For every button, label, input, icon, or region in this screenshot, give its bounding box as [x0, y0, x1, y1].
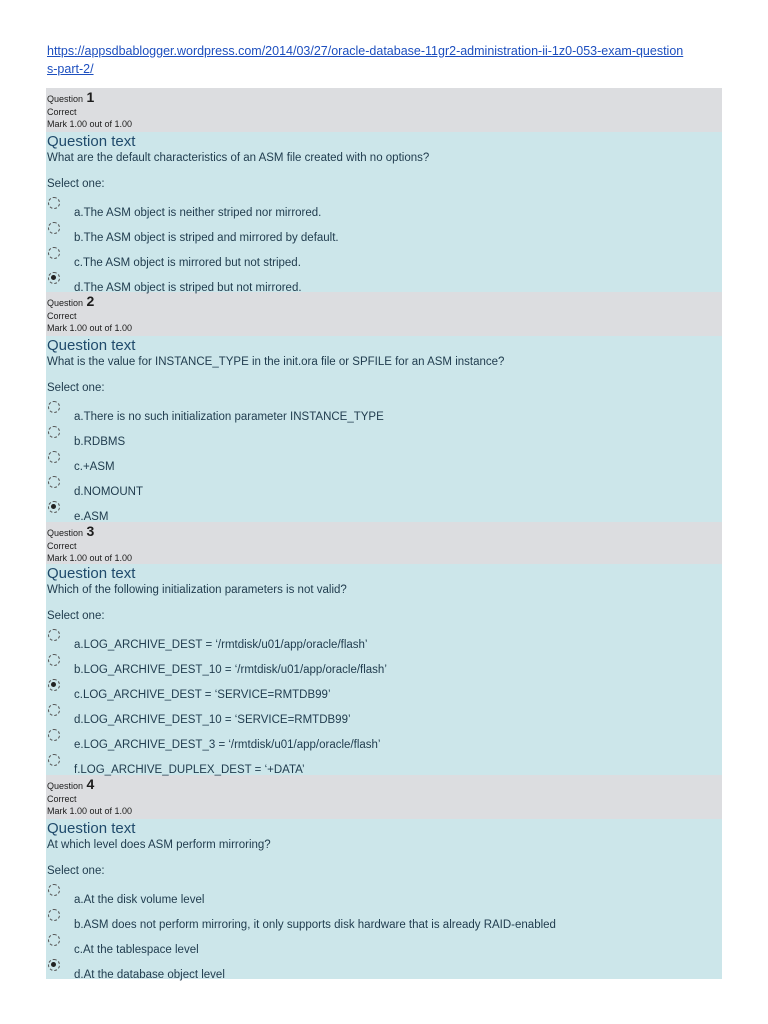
answer-option-label: b.RDBMS: [74, 436, 126, 448]
answer-option-label: e.LOG_ARCHIVE_DEST_3 = ‘/rmtdisk/u01/app/oracle/flash’: [74, 739, 381, 751]
radio-button-selected[interactable]: [48, 272, 60, 284]
question-text-heading: Question text: [47, 820, 136, 837]
question-status: Correct: [47, 794, 77, 804]
question-number: 3: [86, 523, 95, 539]
question-number: 4: [86, 776, 95, 792]
question-mark: Mark 1.00 out of 1.00: [47, 553, 133, 563]
answer-option[interactable]: [47, 424, 722, 449]
question-info: [46, 775, 722, 819]
radio-button-selected[interactable]: [48, 501, 60, 513]
question-status: Correct: [47, 311, 77, 321]
radio-button[interactable]: [48, 401, 60, 413]
question-status: Correct: [47, 107, 77, 117]
question-status: Correct: [47, 541, 77, 551]
question-label: Question: [47, 528, 84, 538]
question-text: Which of the following initialization parameters is not valid?: [47, 584, 347, 596]
question-mark: Mark 1.00 out of 1.00: [47, 806, 133, 816]
answer-option-label: b.ASM does not perform mirroring, it only supports disk hardware that is already RAID-enabled: [74, 919, 556, 931]
radio-button[interactable]: [48, 729, 60, 741]
source-url-link[interactable]: https://appsdbablogger.wordpress.com/2014/03/27/oracle-database-11gr2-administration-ii-1z0-053-exam-questions-part-2/: [47, 44, 684, 76]
radio-button-selected[interactable]: [48, 679, 60, 691]
answer-option[interactable]: [47, 677, 722, 702]
answer-option[interactable]: [47, 449, 722, 474]
question-label: Question: [47, 298, 84, 308]
radio-button[interactable]: [48, 197, 60, 209]
answer-option[interactable]: [47, 752, 722, 777]
answer-option-label: a.At the disk volume level: [74, 894, 205, 906]
question-info: [46, 292, 722, 336]
answer-option-label: c.The ASM object is mirrored but not striped.: [74, 257, 301, 269]
answer-option-label: c.+ASM: [74, 461, 115, 473]
question-block-2: [46, 292, 722, 522]
question-block-1: [46, 88, 722, 292]
answer-option-label: d.NOMOUNT: [74, 486, 143, 498]
radio-button[interactable]: [48, 222, 60, 234]
answer-option-label: d.LOG_ARCHIVE_DEST_10 = ‘SERVICE=RMTDB99’: [74, 714, 351, 726]
question-number: 1: [86, 89, 95, 105]
answer-option-label: f.LOG_ARCHIVE_DUPLEX_DEST = ‘+DATA’: [74, 764, 305, 776]
select-one-label: Select one:: [47, 610, 105, 622]
select-one-label: Select one:: [47, 382, 105, 394]
question-content: [46, 336, 722, 522]
answer-option-label: b.The ASM object is striped and mirrored by default.: [74, 232, 339, 244]
select-one-label: Select one:: [47, 178, 105, 190]
answer-option-label: e.ASM: [74, 511, 109, 523]
radio-button[interactable]: [48, 934, 60, 946]
radio-button[interactable]: [48, 476, 60, 488]
question-text-heading: Question text: [47, 565, 136, 582]
answer-option[interactable]: [47, 882, 722, 907]
question-text-heading: Question text: [47, 133, 136, 150]
answer-option-label: a.LOG_ARCHIVE_DEST = ‘/rmtdisk/u01/app/oracle/flash’: [74, 639, 368, 651]
question-number: 2: [86, 293, 95, 309]
radio-button[interactable]: [48, 909, 60, 921]
question-content: [46, 819, 722, 979]
answer-option-label: d.At the database object level: [74, 969, 225, 981]
question-text: What are the default characteristics of an ASM file created with no options?: [47, 152, 430, 164]
question-text-heading: Question text: [47, 337, 136, 354]
answer-option[interactable]: [47, 245, 722, 270]
radio-button[interactable]: [48, 426, 60, 438]
answer-option[interactable]: [47, 499, 722, 524]
radio-button-selected[interactable]: [48, 959, 60, 971]
question-text: What is the value for INSTANCE_TYPE in the init.ora file or SPFILE for an ASM instance?: [47, 356, 505, 368]
answer-option[interactable]: [47, 727, 722, 752]
question-label: Question: [47, 781, 84, 791]
answer-option-label: d.The ASM object is striped but not mirrored.: [74, 282, 302, 294]
answer-option[interactable]: [47, 652, 722, 677]
radio-button[interactable]: [48, 629, 60, 641]
radio-button[interactable]: [48, 451, 60, 463]
question-info: [46, 522, 722, 564]
answer-option[interactable]: [47, 220, 722, 245]
answer-option[interactable]: [47, 195, 722, 220]
radio-button[interactable]: [48, 704, 60, 716]
radio-button[interactable]: [48, 884, 60, 896]
select-one-label: Select one:: [47, 865, 105, 877]
answer-option[interactable]: [47, 627, 722, 652]
question-label: Question: [47, 94, 84, 104]
question-info: [46, 88, 722, 132]
answer-option-label: a.The ASM object is neither striped nor mirrored.: [74, 207, 322, 219]
radio-button[interactable]: [48, 247, 60, 259]
answer-option[interactable]: [47, 932, 722, 957]
answer-option-label: b.LOG_ARCHIVE_DEST_10 = ‘/rmtdisk/u01/app/oracle/flash’: [74, 664, 387, 676]
question-block-3: [46, 522, 722, 775]
question-text: At which level does ASM perform mirroring?: [47, 839, 271, 851]
answer-option-label: a.There is no such initialization parameter INSTANCE_TYPE: [74, 411, 384, 423]
question-content: [46, 132, 722, 292]
question-block-4: [46, 775, 722, 979]
answer-option[interactable]: [47, 957, 722, 982]
answer-option[interactable]: [47, 399, 722, 424]
radio-button[interactable]: [48, 654, 60, 666]
answer-option[interactable]: [47, 907, 722, 932]
quiz-review: [46, 88, 722, 979]
answer-option[interactable]: [47, 474, 722, 499]
question-content: [46, 564, 722, 775]
answer-option[interactable]: [47, 702, 722, 727]
question-mark: Mark 1.00 out of 1.00: [47, 323, 133, 333]
answer-option-label: c.At the tablespace level: [74, 944, 199, 956]
question-mark: Mark 1.00 out of 1.00: [47, 119, 133, 129]
radio-button[interactable]: [48, 754, 60, 766]
answer-option-label: c.LOG_ARCHIVE_DEST = ‘SERVICE=RMTDB99’: [74, 689, 331, 701]
